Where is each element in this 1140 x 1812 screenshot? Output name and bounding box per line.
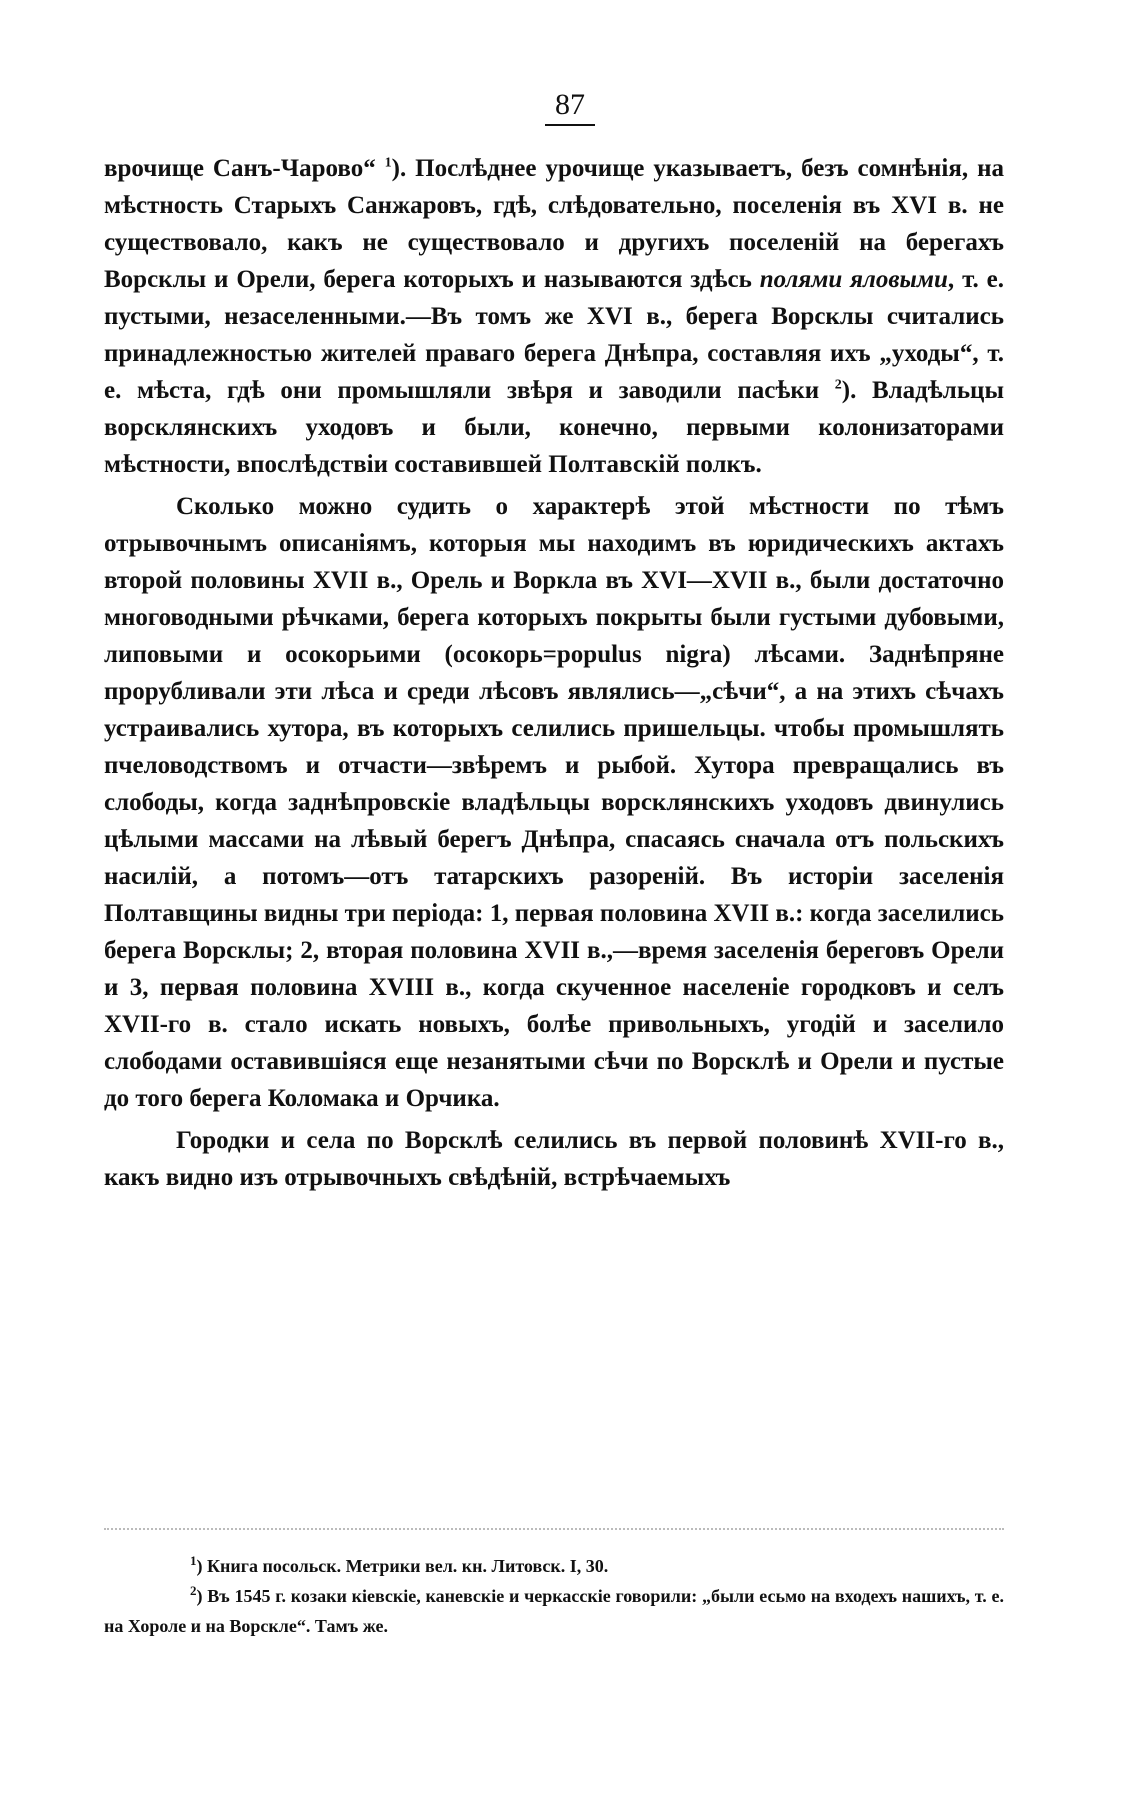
footnote-paren: ) [196, 1556, 207, 1576]
footnote [104, 1551, 1004, 1581]
text-run: ). Владѣльцы ворсклянскихъ уходовъ и были, конечно, первыми колонизаторами мѣстности, впослѣдствіи составившей Полтавскій полкъ. [104, 377, 1004, 478]
text-run: Сколько можно судить о характерѣ этой мѣстности по тѣмъ отрывочнымъ описаніямъ, которыя мы находимъ въ юридическихъ актахъ второй половины XVII в., Орель и Воркла въ XVI—XVII в., были достаточно многоводными рѣчками, берега которыхъ покрыты были густыми дубовыми, липовыми и осокорьими (осокорь=populus nigra) лѣсами. Заднѣпряне прорубливали эти лѣса и среди лѣсовъ являлись—„сѣчи“, а на этихъ сѣчахъ устраивались хутора, въ которыхъ селились пришельцы. чтобы промышлять пчеловодствомъ и отчасти—звѣремъ и рыбой. Хутора превращались въ слободы, когда заднѣпровскіе владѣльцы ворсклянскихъ уходовъ двинулись цѣлыми массами на лѣвый берегъ Днѣпра, спасаясь сначала отъ польскихъ насилій, а потомъ—отъ татарскихъ разореній. Въ исторіи заселенія Полтавщины видны три періода: 1, первая половина XVII в.: когда заселились берега Ворсклы; 2, вторая половина XVII в.,—время заселенія береговъ Орели и 3, первая половина XVIII в., когда скученное населеніе городковъ и селъ XVII-го в. стало искать новыхъ, болѣе привольныхъ, угодій и заселило слободами оставившіяся еще незанятыми сѣчи по Ворсклѣ и Орели и пустые до того берега Коломака и Орчика. [104, 493, 1004, 1112]
text-run: , т. е. пустыми, незаселенными.—Въ томъ же XVI в., берега Ворсклы считались принадлежностью жителей праваго берега Днѣпра, составляя ихъ „уходы“, т. е. мѣста, гдѣ они промышляли звѣря и заводили пасѣки [104, 266, 1004, 404]
paragraph [104, 150, 1004, 483]
footnote-separator [104, 1528, 1004, 1532]
footnote [104, 1581, 1004, 1641]
footnote-text: Книга посольск. Метрики вел. кн. Литовск. I, 30. [207, 1556, 609, 1576]
footnote-mark: 1 [190, 1553, 197, 1568]
footnote-text: Въ 1545 г. козаки кіевскіе, каневскіе и черкасскіе говорили: „были есьмо на входехъ нашихъ, т. е. на Хороле и на Ворскле“. Тамъ же. [104, 1586, 1004, 1636]
main-text [104, 150, 1004, 1196]
page-number-text: 87 [545, 88, 595, 126]
text-run: ). Послѣднее урочище указываетъ, безъ сомнѣнія, на мѣстность Старыхъ Санжаровъ, гдѣ, слѣдовательно, поселенія въ XVI в. не существовало, какъ не существовало и другихъ поселеній на берегахъ Ворсклы и Орели, берега которыхъ и называются здѣсь [104, 155, 1004, 293]
footnote-mark: 2 [190, 1583, 197, 1598]
text-run: врочище Санъ-Чарово“ [104, 155, 385, 182]
footnote-paren: ) [196, 1586, 208, 1606]
footnote-ref: 1 [384, 155, 392, 171]
paragraph [104, 488, 1004, 1117]
footnote-ref: 2 [834, 377, 842, 393]
paragraph [104, 1122, 1004, 1196]
text-run: Городки и села по Ворсклѣ селились въ первой половинѣ XVII-го в., какъ видно изъ отрывочныхъ свѣдѣній, встрѣчаемыхъ [104, 1127, 1004, 1191]
page-number [0, 88, 1140, 126]
footnotes [104, 1551, 1004, 1641]
italic-phrase: полями яловыми [759, 266, 948, 293]
